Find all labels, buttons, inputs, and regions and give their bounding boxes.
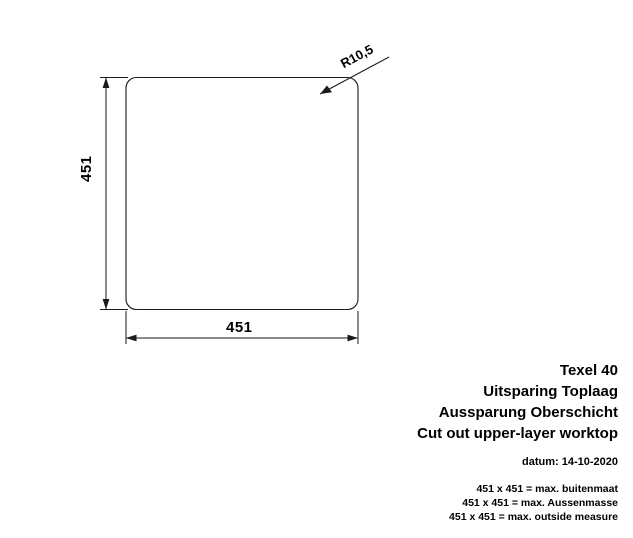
arrowhead-left-icon xyxy=(126,335,137,342)
cutout-outline xyxy=(126,78,358,310)
date-block xyxy=(198,456,618,468)
title-line-de: Aussparung Oberschicht xyxy=(438,404,618,421)
arrowhead-right-icon xyxy=(348,335,359,342)
corner-radius-label: R10,5 xyxy=(337,41,376,71)
horizontal-dimension-label: 451 xyxy=(226,319,253,336)
note-line-de: 451 x 451 = max. Aussenmasse xyxy=(462,497,618,509)
arrowhead-up-icon xyxy=(103,78,110,89)
vertical-dimension-label: 451 xyxy=(78,155,95,182)
notes-block xyxy=(198,482,618,524)
title-line-en: Cut out upper-layer worktop xyxy=(417,425,618,442)
title-block xyxy=(198,360,618,524)
radius-arrowhead-icon xyxy=(320,86,332,95)
drawing-date: datum: 14-10-2020 xyxy=(522,456,618,468)
title-line-model: Texel 40 xyxy=(559,362,618,379)
note-line-nl: 451 x 451 = max. buitenmaat xyxy=(476,483,618,495)
note-line-en: 451 x 451 = max. outside measure xyxy=(449,511,618,523)
title-line-nl: Uitsparing Toplaag xyxy=(483,383,618,400)
arrowhead-down-icon xyxy=(103,299,110,310)
